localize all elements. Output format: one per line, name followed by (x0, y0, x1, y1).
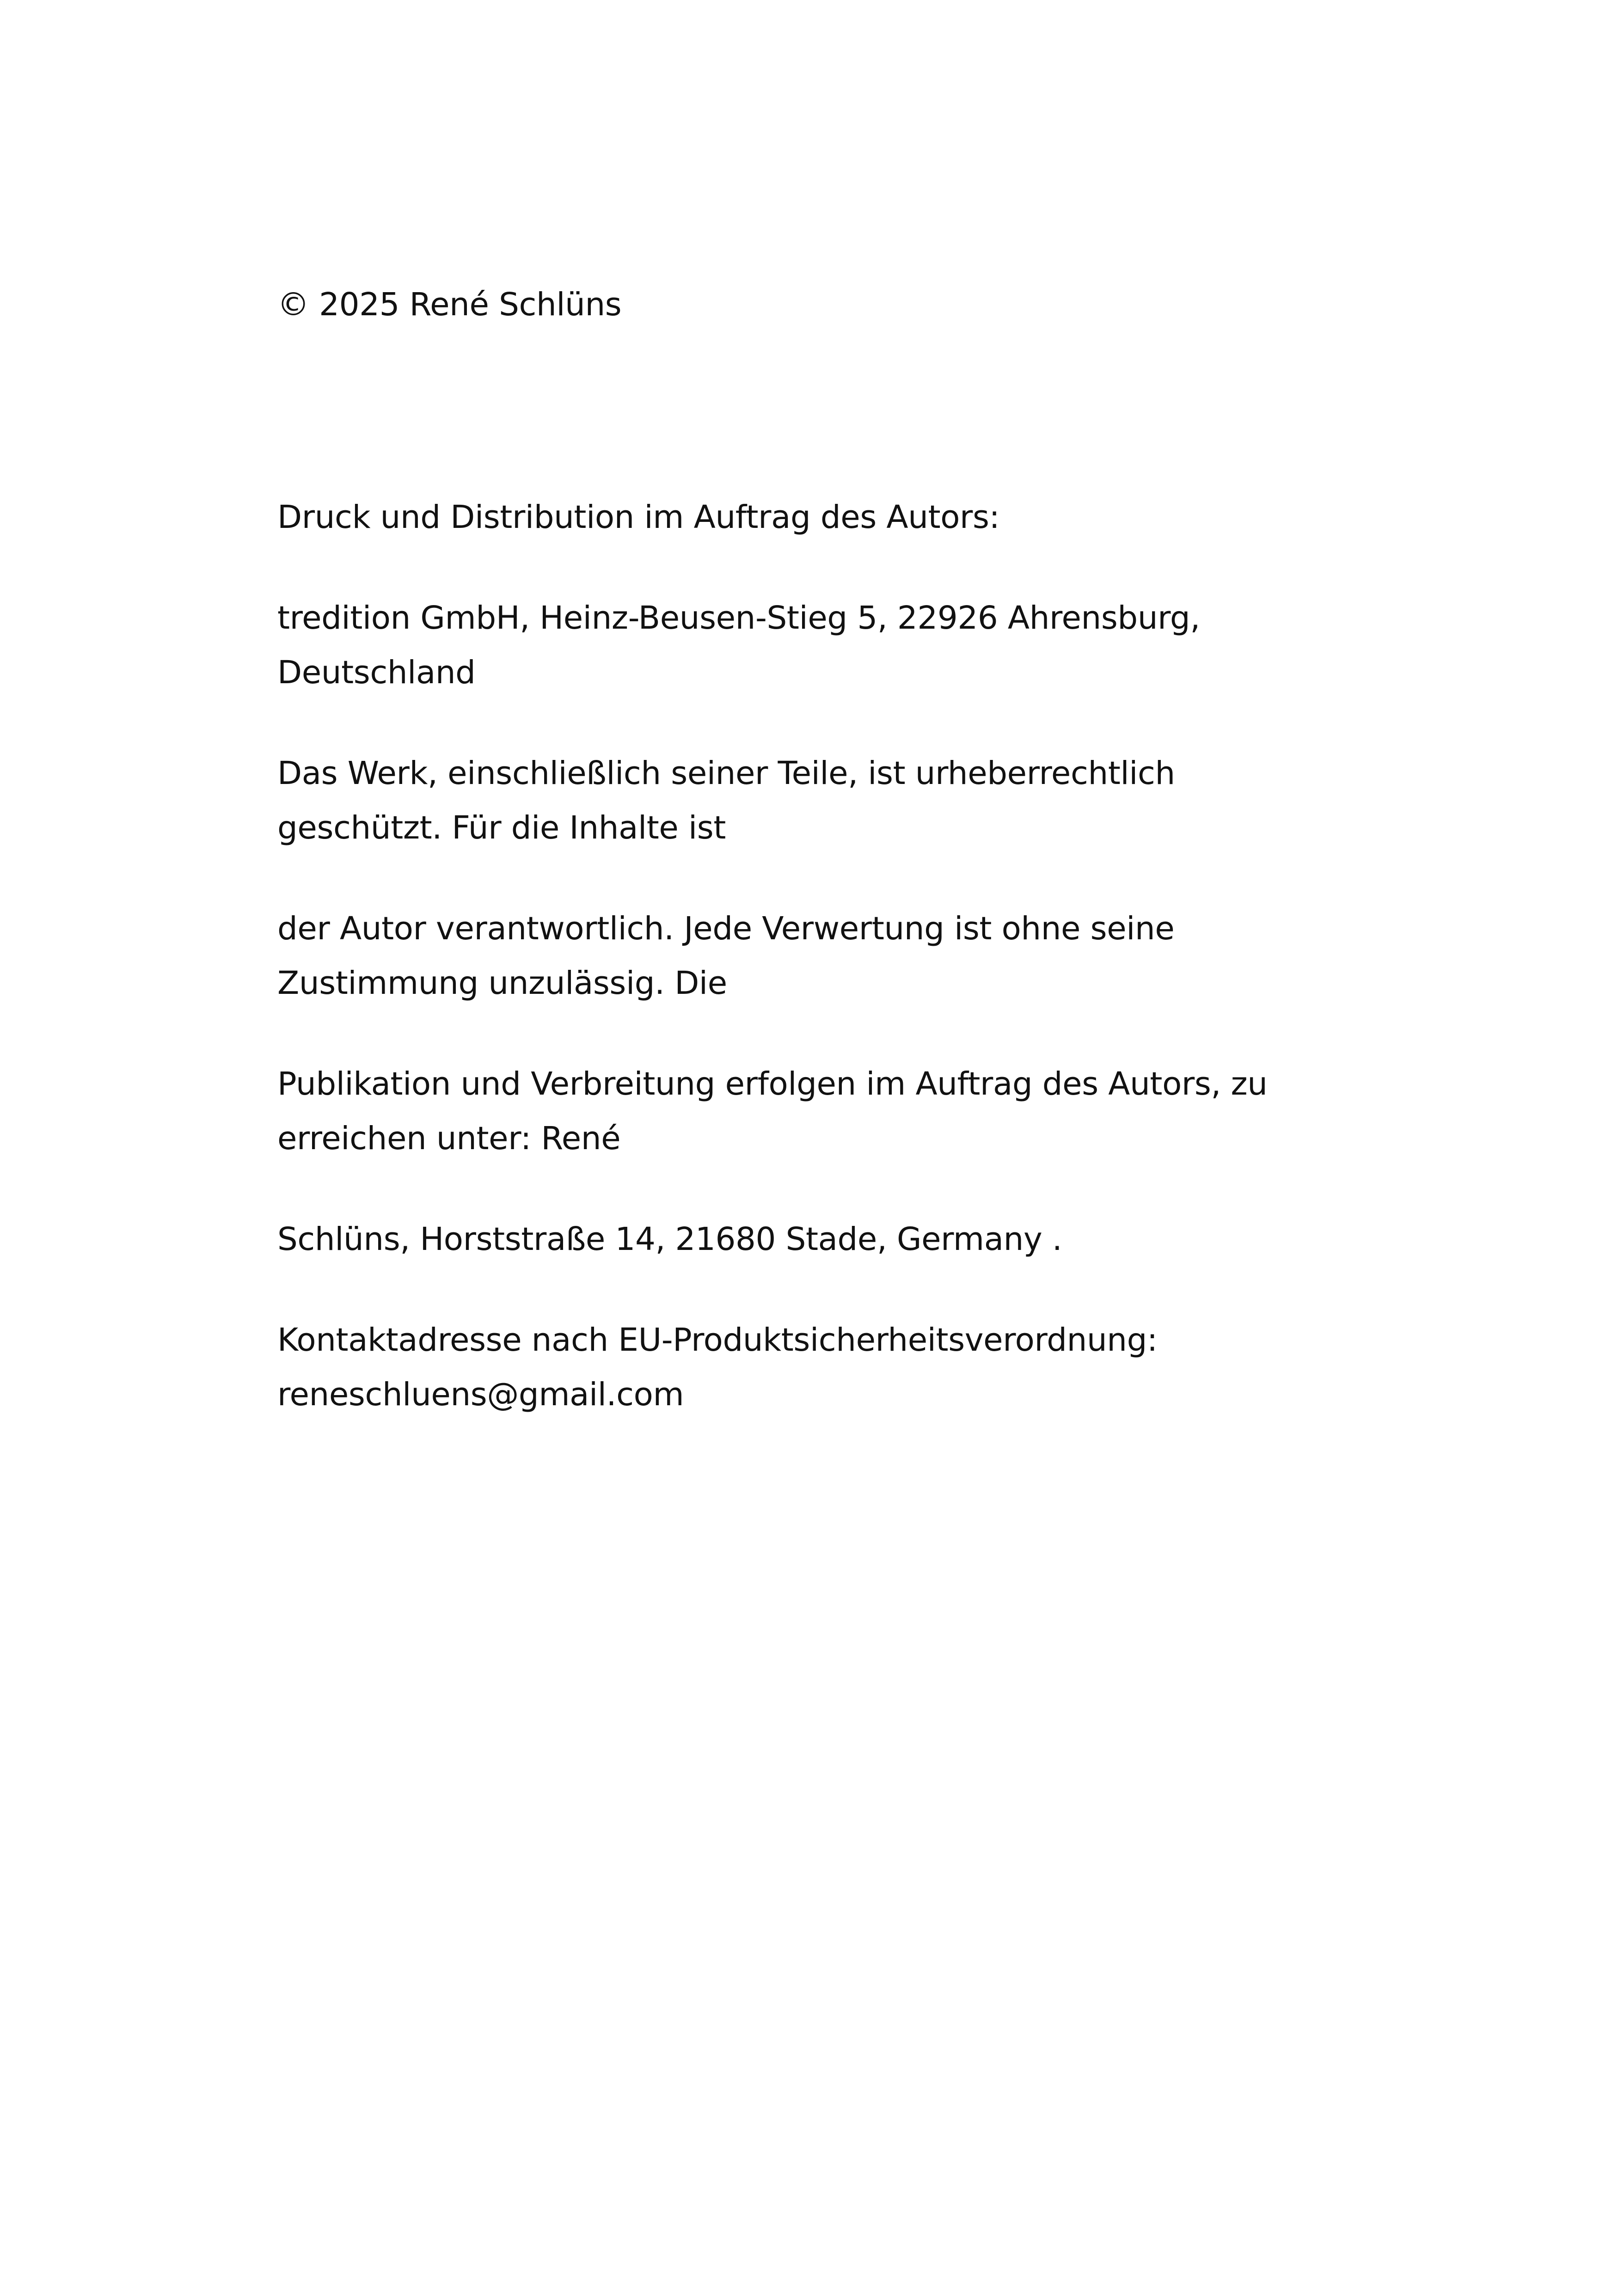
copyright-notice-1-line-1: Das Werk, einschließlich seiner Teile, ist urheberrechtlich (277, 755, 1175, 792)
copyright-notice-paragraph-3 (277, 1057, 1410, 1166)
copyright-text: © 2025 René Schlüns (277, 286, 622, 323)
print-distribution-label (277, 490, 1410, 545)
copyright-notice-1-line-2: geschützt. Für die Inhalte ist (277, 809, 726, 846)
author-address-text: Schlüns, Horststraße 14, 21680 Stade, Germany . (277, 1221, 1062, 1258)
copyright-line (277, 277, 1410, 332)
copyright-notice-2-line-1: der Autor verantwortlich. Jede Verwertung ist ohne seine (277, 910, 1175, 947)
publisher-address (277, 591, 1410, 700)
copyright-notice-3-line-1: Publikation und Verbreitung erfolgen im Auftrag des Autors, zu (277, 1065, 1268, 1102)
contact-address (277, 1313, 1410, 1422)
contact-label: Kontaktadresse nach EU-Produktsicherheitsverordnung: (277, 1322, 1158, 1359)
copyright-notice-3-line-2: erreichen unter: René (277, 1120, 621, 1157)
copyright-notice-paragraph-1 (277, 746, 1410, 855)
publisher-address-line-2: Deutschland (277, 654, 476, 691)
copyright-notice-2-line-2: Zustimmung unzulässig. Die (277, 965, 727, 1002)
author-address (277, 1212, 1410, 1267)
copyright-notice-paragraph-2 (277, 901, 1410, 1010)
print-distribution-text: Druck und Distribution im Auftrag des Autors: (277, 499, 1000, 536)
publisher-address-line-1: tredition GmbH, Heinz-Beusen-Stieg 5, 22926 Ahrensburg, (277, 600, 1200, 637)
contact-email: reneschluens@gmail.com (277, 1376, 684, 1413)
